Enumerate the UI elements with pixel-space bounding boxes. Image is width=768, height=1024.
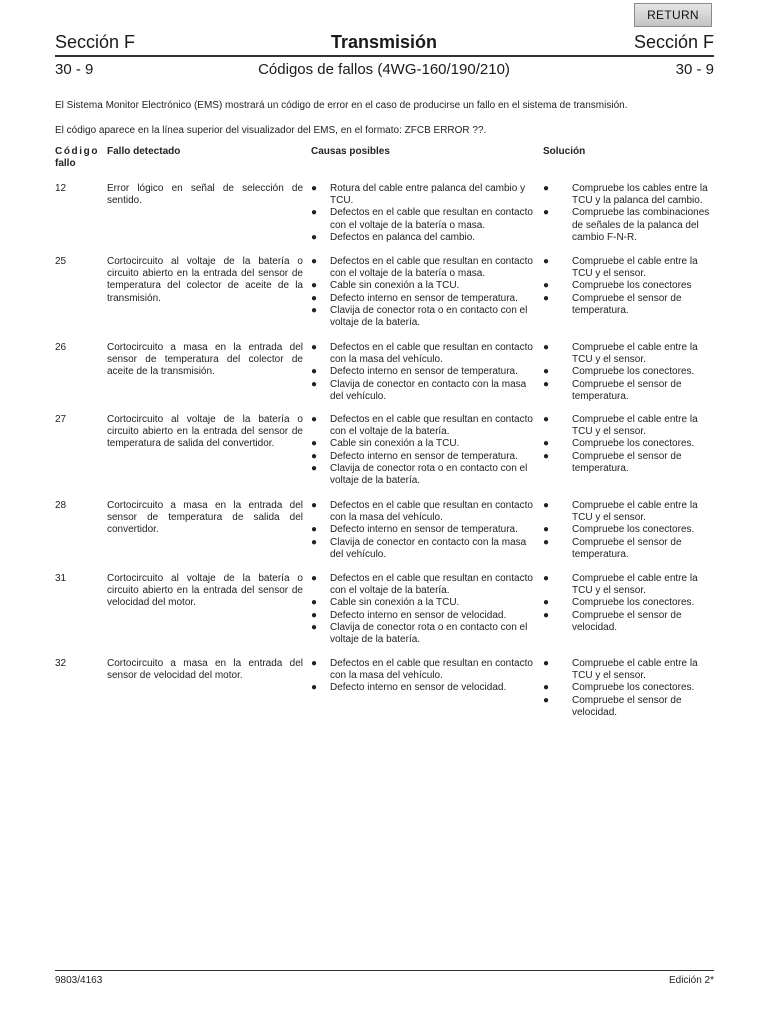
cause-item bbox=[311, 610, 537, 622]
bullet-icon: ● bbox=[311, 231, 318, 243]
cause-text: Cable sin conexión a la TCU. bbox=[330, 438, 460, 450]
cause-text: Clavija de conector rota o en contacto con el voltaje de la batería. bbox=[330, 462, 528, 487]
bullet-icon: ● bbox=[311, 450, 318, 462]
solution-item bbox=[543, 695, 718, 719]
page-title: Transmisión bbox=[330, 32, 438, 52]
solution-item bbox=[543, 280, 718, 292]
fault-description: Cortocircuito a masa en la entrada del sensor de temperatura de salida del convertidor. bbox=[107, 500, 303, 536]
bullet-icon: ● bbox=[311, 500, 318, 511]
page-number-right: 30 - 9 bbox=[675, 61, 714, 78]
solution-item bbox=[543, 414, 718, 438]
bullet-icon: ● bbox=[311, 280, 318, 292]
solution-text: Compruebe el cable entre la TCU y el sensor. bbox=[572, 342, 698, 366]
cause-list bbox=[311, 414, 537, 487]
cause-item bbox=[311, 293, 537, 305]
bullet-icon: ● bbox=[543, 536, 550, 548]
solution-list bbox=[543, 500, 718, 561]
solution-text: Compruebe el cable entre la TCU y el sensor. bbox=[572, 658, 698, 682]
column-header-fault: Fallo detectado bbox=[107, 146, 181, 157]
solution-item bbox=[543, 451, 718, 475]
bullet-icon: ● bbox=[311, 682, 318, 694]
solution-item bbox=[543, 183, 718, 207]
bullet-icon: ● bbox=[543, 207, 550, 219]
cause-item bbox=[311, 597, 537, 609]
solution-text: Compruebe el sensor de temperatura. bbox=[572, 378, 682, 402]
column-header-code bbox=[55, 146, 103, 170]
cause-item bbox=[311, 305, 537, 329]
bullet-icon: ● bbox=[543, 682, 550, 694]
cause-item bbox=[311, 682, 537, 694]
solution-text: Compruebe los conectores. bbox=[572, 438, 695, 450]
cause-item bbox=[311, 500, 537, 524]
cause-text: Defecto interno en sensor de temperatura. bbox=[330, 366, 518, 378]
cause-item bbox=[311, 658, 537, 682]
solution-text: Compruebe el sensor de velocidad. bbox=[572, 694, 682, 718]
solution-item bbox=[543, 658, 718, 682]
cause-item bbox=[311, 280, 537, 292]
section-label-right: Sección F bbox=[633, 32, 714, 52]
intro-paragraph-1: El Sistema Monitor Electrónico (EMS) mostrará un código de error en el caso de producirse un fallo en el sistema de transmisión. bbox=[55, 100, 628, 111]
cause-item bbox=[311, 183, 537, 207]
bullet-icon: ● bbox=[311, 207, 318, 219]
bullet-icon: ● bbox=[311, 438, 318, 450]
solution-item bbox=[543, 500, 718, 524]
bullet-icon: ● bbox=[311, 304, 318, 316]
cause-item bbox=[311, 451, 537, 463]
fault-description: Cortocircuito al voltaje de la batería o circuito abierto en la entrada del sensor de temperatura del colector de aceite de la transmisión. bbox=[107, 256, 303, 304]
fault-description: Cortocircuito a masa en la entrada del sensor de temperatura del colector de aceite de la transmisión. bbox=[107, 342, 303, 378]
solution-item bbox=[543, 342, 718, 366]
bullet-icon: ● bbox=[543, 694, 550, 706]
bullet-icon: ● bbox=[543, 256, 550, 267]
fault-description: Cortocircuito al voltaje de la batería o circuito abierto en la entrada del sensor de velocidad del motor. bbox=[107, 573, 303, 609]
bullet-icon: ● bbox=[311, 292, 318, 304]
cause-item bbox=[311, 207, 537, 231]
cause-text: Defectos en el cable que resultan en contacto con el voltaje de la batería o masa. bbox=[330, 207, 533, 231]
solution-text: Compruebe el sensor de temperatura. bbox=[572, 536, 682, 560]
solution-text: Compruebe el sensor de temperatura. bbox=[572, 292, 682, 316]
cause-text: Rotura del cable entre palanca del cambio y TCU. bbox=[330, 183, 526, 207]
solution-text: Compruebe los conectores. bbox=[572, 597, 695, 609]
cause-text: Defectos en el cable que resultan en contacto con el voltaje de la batería. bbox=[330, 414, 533, 438]
bullet-icon: ● bbox=[543, 366, 550, 378]
solution-item bbox=[543, 293, 718, 317]
bullet-icon: ● bbox=[311, 183, 318, 194]
cause-text: Clavija de conector en contacto con la masa del vehículo. bbox=[330, 536, 527, 560]
solution-text: Compruebe los conectores. bbox=[572, 682, 695, 694]
cause-list bbox=[311, 183, 537, 244]
fault-description: Cortocircuito a masa en la entrada del sensor de velocidad del motor. bbox=[107, 658, 303, 682]
bullet-icon: ● bbox=[543, 183, 550, 194]
bullet-icon: ● bbox=[543, 414, 550, 425]
column-header-code-line2: fallo bbox=[55, 158, 76, 169]
cause-item bbox=[311, 524, 537, 536]
page-subtitle: Códigos de fallos (4WG-160/190/210) bbox=[258, 61, 510, 78]
bullet-icon: ● bbox=[311, 342, 318, 353]
solution-text: Compruebe los conectores. bbox=[572, 366, 695, 378]
bullet-icon: ● bbox=[311, 462, 318, 474]
cause-item bbox=[311, 537, 537, 561]
cause-text: Defecto interno en sensor de temperatura. bbox=[330, 292, 518, 304]
cause-list bbox=[311, 342, 537, 403]
fault-code: 28 bbox=[55, 500, 67, 511]
cause-text: Defectos en el cable que resultan en contacto con el voltaje de la batería o masa. bbox=[330, 256, 533, 280]
cause-text: Defectos en el cable que resultan en contacto con la masa del vehículo. bbox=[330, 500, 533, 524]
section-label-left: Sección F bbox=[55, 32, 136, 52]
bullet-icon: ● bbox=[311, 658, 318, 669]
edition-label: Edición 2* bbox=[668, 975, 714, 986]
bullet-icon: ● bbox=[311, 378, 318, 390]
column-header-solution: Solución bbox=[543, 146, 586, 157]
bullet-icon: ● bbox=[311, 536, 318, 548]
bullet-icon: ● bbox=[543, 378, 550, 390]
solution-list bbox=[543, 573, 718, 634]
solution-text: Compruebe el cable entre la TCU y el sensor. bbox=[572, 573, 698, 597]
solution-item bbox=[543, 524, 718, 536]
cause-list bbox=[311, 658, 537, 695]
bullet-icon: ● bbox=[311, 256, 318, 267]
cause-item bbox=[311, 573, 537, 597]
solution-text: Compruebe el cable entre la TCU y el sensor. bbox=[572, 500, 698, 524]
solution-item bbox=[543, 610, 718, 634]
solution-item bbox=[543, 207, 718, 244]
solution-text: Compruebe el sensor de velocidad. bbox=[572, 609, 682, 633]
cause-text: Cable sin conexión a la TCU. bbox=[330, 597, 460, 609]
cause-list bbox=[311, 500, 537, 561]
solution-text: Compruebe el sensor de temperatura. bbox=[572, 450, 682, 474]
bullet-icon: ● bbox=[311, 609, 318, 621]
cause-text: Defectos en palanca del cambio. bbox=[330, 231, 476, 243]
fault-description: Error lógico en señal de selección de sentido. bbox=[107, 183, 303, 207]
footer-rule bbox=[55, 970, 714, 971]
cause-text: Defectos en el cable que resultan en contacto con la masa del vehículo. bbox=[330, 342, 533, 366]
bullet-icon: ● bbox=[543, 438, 550, 450]
solution-text: Compruebe el cable entre la TCU y el sensor. bbox=[572, 414, 698, 438]
cause-list bbox=[311, 573, 537, 646]
solution-text: Compruebe los conectores. bbox=[572, 524, 695, 536]
solution-list bbox=[543, 658, 718, 719]
page-number-left: 30 - 9 bbox=[55, 61, 94, 78]
cause-item bbox=[311, 414, 537, 438]
solution-item bbox=[543, 438, 718, 450]
fault-code: 25 bbox=[55, 256, 67, 267]
cause-text: Defectos en el cable que resultan en contacto con el voltaje de la batería. bbox=[330, 573, 533, 597]
column-header-causes: Causas posibles bbox=[311, 146, 390, 157]
bullet-icon: ● bbox=[543, 609, 550, 621]
fault-code: 32 bbox=[55, 658, 67, 669]
bullet-icon: ● bbox=[311, 621, 318, 633]
return-button[interactable]: RETURN bbox=[634, 3, 712, 27]
solution-item bbox=[543, 573, 718, 597]
bullet-icon: ● bbox=[543, 500, 550, 511]
cause-item bbox=[311, 379, 537, 403]
solution-text: Compruebe el cable entre la TCU y el sensor. bbox=[572, 256, 698, 280]
solution-list bbox=[543, 256, 718, 317]
cause-text: Defecto interno en sensor de temperatura. bbox=[330, 450, 518, 462]
solution-item bbox=[543, 379, 718, 403]
cause-list bbox=[311, 256, 537, 329]
solution-text: Compruebe los conectores bbox=[572, 280, 692, 292]
cause-text: Clavija de conector rota o en contacto con el voltaje de la batería. bbox=[330, 304, 528, 329]
bullet-icon: ● bbox=[311, 366, 318, 378]
cause-item bbox=[311, 622, 537, 646]
solution-item bbox=[543, 597, 718, 609]
header-rule bbox=[55, 55, 714, 57]
bullet-icon: ● bbox=[543, 658, 550, 669]
column-header-code-line1: Código bbox=[55, 146, 100, 157]
bullet-icon: ● bbox=[543, 573, 550, 584]
bullet-icon: ● bbox=[311, 597, 318, 609]
cause-text: Cable sin conexión a la TCU. bbox=[330, 280, 460, 292]
cause-text: Clavija de conector rota o en contacto con el voltaje de la batería. bbox=[330, 621, 528, 646]
bullet-icon: ● bbox=[543, 597, 550, 609]
cause-item bbox=[311, 366, 537, 378]
solution-text: Compruebe las combinaciones de señales de la palanca del cambio F-N-R. bbox=[572, 207, 710, 243]
solution-list bbox=[543, 342, 718, 403]
cause-text: Clavija de conector en contacto con la masa del vehículo. bbox=[330, 378, 527, 402]
solution-item bbox=[543, 256, 718, 280]
bullet-icon: ● bbox=[311, 573, 318, 584]
cause-text: Defecto interno en sensor de temperatura. bbox=[330, 524, 518, 536]
solution-list bbox=[543, 183, 718, 244]
bullet-icon: ● bbox=[543, 524, 550, 536]
cause-item bbox=[311, 342, 537, 366]
bullet-icon: ● bbox=[543, 280, 550, 292]
solution-item bbox=[543, 537, 718, 561]
solution-text: Compruebe los cables entre la TCU y la palanca del cambio. bbox=[572, 183, 708, 207]
bullet-icon: ● bbox=[543, 450, 550, 462]
cause-item bbox=[311, 232, 537, 244]
solution-item bbox=[543, 366, 718, 378]
intro-paragraph-2: El código aparece en la línea superior del visualizador del EMS, en el formato: ZFCB ERROR ??. bbox=[55, 125, 487, 136]
cause-item bbox=[311, 463, 537, 487]
fault-code: 31 bbox=[55, 573, 67, 584]
document-number: 9803/4163 bbox=[55, 975, 103, 986]
cause-text: Defectos en el cable que resultan en contacto con la masa del vehículo. bbox=[330, 658, 533, 682]
bullet-icon: ● bbox=[311, 414, 318, 425]
bullet-icon: ● bbox=[543, 292, 550, 304]
solution-item bbox=[543, 682, 718, 694]
cause-item bbox=[311, 256, 537, 280]
cause-item bbox=[311, 438, 537, 450]
solution-list bbox=[543, 414, 718, 475]
cause-text: Defecto interno en sensor de velocidad. bbox=[330, 682, 507, 694]
cause-text: Defecto interno en sensor de velocidad. bbox=[330, 609, 507, 621]
bullet-icon: ● bbox=[543, 342, 550, 353]
bullet-icon: ● bbox=[311, 524, 318, 536]
fault-code: 26 bbox=[55, 342, 67, 353]
fault-code: 12 bbox=[55, 183, 67, 194]
fault-code: 27 bbox=[55, 414, 67, 425]
fault-description: Cortocircuito al voltaje de la batería o circuito abierto en la entrada del sensor de temperatura de salida del convertidor. bbox=[107, 414, 303, 450]
